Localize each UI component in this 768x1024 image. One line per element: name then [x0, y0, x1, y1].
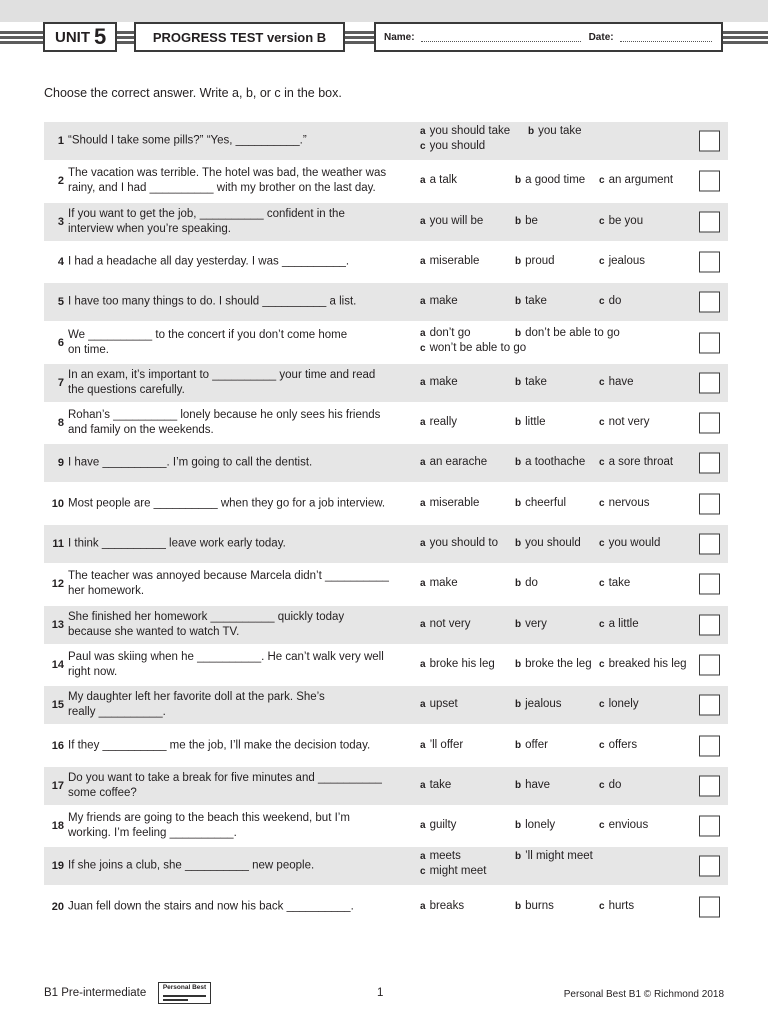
- option-text: upset: [429, 698, 458, 711]
- answer-box[interactable]: [699, 332, 720, 353]
- option-c: [599, 739, 637, 751]
- option-text: miserable: [429, 254, 480, 267]
- question-text: In an exam, it’s important to __________ your time and read the questions carefully.: [68, 368, 376, 396]
- option-b: [515, 456, 585, 468]
- question-text: My friends are going to the beach this weekend, but I’m working. I’m feeling __________.: [68, 812, 350, 840]
- option-letter: b: [515, 739, 522, 751]
- option-text: take: [608, 577, 631, 590]
- question-number: 17: [51, 779, 64, 792]
- option-letter: b: [515, 175, 522, 187]
- option-c: [599, 577, 630, 589]
- option-a: [420, 698, 458, 710]
- question-text: My daughter left her favorite doll at the park. She’s really __________.: [68, 691, 325, 719]
- option-a: [420, 255, 479, 267]
- question-row: [44, 525, 728, 563]
- option-letter: a: [420, 417, 426, 429]
- option-text: do: [608, 778, 622, 791]
- header-band: [0, 0, 768, 22]
- question-row: [44, 565, 728, 603]
- answer-box[interactable]: [699, 534, 720, 555]
- option-text: make: [429, 375, 458, 388]
- answer-box[interactable]: [699, 695, 720, 716]
- option-letter: c: [599, 739, 605, 751]
- question-text: If you want to get the job, __________ confident in the interview when you’re speaking.: [68, 207, 345, 235]
- option-text: meets: [429, 850, 461, 863]
- option-text: ’ll might meet: [525, 850, 593, 863]
- logo-text: Personal Best: [162, 984, 207, 991]
- answer-box[interactable]: [699, 614, 720, 635]
- question-row: [44, 364, 728, 402]
- question-number: 4: [57, 255, 64, 268]
- option-letter: b: [515, 457, 522, 469]
- question-number: 16: [51, 739, 64, 752]
- question-row: [44, 686, 728, 724]
- option-text: an argument: [608, 174, 674, 187]
- option-c: [599, 295, 621, 307]
- option-c: [420, 342, 526, 354]
- option-text: a sore throat: [608, 456, 674, 469]
- option-letter: c: [420, 866, 426, 878]
- answer-box[interactable]: [699, 735, 720, 756]
- option-letter: c: [599, 699, 605, 711]
- level-label: B1 Pre-intermediate: [44, 987, 147, 999]
- option-b: [515, 416, 546, 428]
- question-number: 8: [57, 417, 64, 430]
- option-b: [515, 819, 555, 831]
- option-letter: a: [420, 296, 426, 308]
- unit-label: UNIT: [55, 28, 90, 46]
- question-row: [44, 727, 728, 765]
- question-row: [44, 243, 728, 281]
- question-text: Most people are __________ when they go for a job interview.: [68, 497, 386, 510]
- option-letter: b: [515, 327, 522, 339]
- option-letter: c: [599, 820, 605, 832]
- option-letter: a: [420, 739, 426, 751]
- option-text: take: [429, 778, 452, 791]
- option-a: [420, 497, 479, 509]
- option-text: offers: [608, 738, 638, 751]
- option-letter: b: [515, 497, 522, 509]
- option-a: [420, 327, 471, 339]
- answer-box[interactable]: [699, 654, 720, 675]
- question-text: Juan fell down the stairs and now his back __________.: [68, 900, 354, 913]
- option-a: [420, 900, 464, 912]
- option-letter: a: [420, 658, 426, 670]
- option-b: [515, 779, 550, 791]
- question-number: 10: [51, 497, 64, 510]
- question-row: [44, 606, 728, 644]
- option-a: [420, 850, 461, 862]
- option-text: envious: [608, 819, 649, 832]
- question-text: Rohan’s __________ lonely because he only sees his friends and family on the weekends.: [68, 409, 381, 437]
- question-row: [44, 888, 728, 926]
- option-text: an earache: [429, 456, 488, 469]
- option-text: won’t be able to go: [429, 341, 527, 354]
- option-text: not very: [429, 617, 471, 630]
- question-text: I have too many things to do. I should __________ a list.: [68, 295, 357, 308]
- question-text: Paul was skiing when he __________. He can’t walk very well right now.: [68, 650, 384, 678]
- option-letter: b: [515, 851, 522, 863]
- option-b: [515, 618, 547, 630]
- option-letter: a: [420, 255, 426, 267]
- option-text: little: [525, 416, 546, 429]
- option-a: [420, 618, 470, 630]
- question-number: 6: [57, 336, 64, 349]
- option-letter: a: [420, 618, 426, 630]
- option-text: might meet: [429, 865, 487, 878]
- option-a: [420, 779, 451, 791]
- option-text: jealous: [525, 698, 562, 711]
- option-c: [420, 865, 486, 877]
- option-c: [599, 698, 639, 710]
- option-text: lonely: [608, 698, 639, 711]
- option-text: do: [525, 577, 538, 590]
- question-row: [44, 203, 728, 241]
- option-text: you will be: [429, 214, 484, 227]
- option-c: [599, 819, 648, 831]
- question-number: 14: [51, 658, 64, 671]
- option-text: a little: [608, 617, 639, 630]
- option-a: [420, 416, 457, 428]
- option-b: [515, 255, 555, 267]
- question-text: She finished her homework __________ quickly today because she wanted to watch TV.: [68, 610, 345, 638]
- question-number: 7: [57, 376, 64, 389]
- option-text: you take: [538, 125, 582, 137]
- answer-box[interactable]: [699, 856, 720, 877]
- option-letter: c: [599, 376, 605, 388]
- option-letter: b: [515, 417, 522, 429]
- question-text: Do you want to take a break for five minutes and __________ some coffee?: [68, 771, 382, 799]
- answer-box[interactable]: [699, 775, 720, 796]
- option-letter: b: [515, 296, 522, 308]
- option-text: broke the leg: [525, 657, 592, 670]
- option-letter: a: [420, 578, 426, 590]
- answer-box[interactable]: [699, 453, 720, 474]
- option-text: be: [525, 214, 538, 227]
- question-text: If she joins a club, she __________ new people.: [68, 859, 315, 872]
- question-text: I have __________. I’m going to call the dentist.: [68, 456, 313, 469]
- option-text: cheerful: [525, 496, 567, 509]
- question-row: [44, 324, 728, 362]
- option-letter: b: [515, 820, 522, 832]
- option-b: [515, 658, 592, 670]
- option-text: a talk: [429, 174, 458, 187]
- option-text: burns: [525, 899, 554, 912]
- option-c: [599, 416, 649, 428]
- option-text: do: [608, 295, 622, 308]
- option-letter: a: [420, 779, 426, 791]
- option-a: [420, 125, 510, 137]
- option-letter: b: [515, 618, 522, 630]
- option-letter: a: [420, 699, 426, 711]
- option-letter: a: [420, 215, 426, 227]
- answer-box[interactable]: [699, 211, 720, 232]
- option-letter: c: [420, 342, 426, 354]
- answer-box[interactable]: [699, 251, 720, 272]
- question-text: I think __________ leave work early today.: [68, 537, 286, 550]
- option-letter: c: [599, 578, 605, 590]
- question-text: The teacher was annoyed because Marcela didn’t __________ her homework.: [68, 570, 389, 598]
- option-text: make: [429, 577, 458, 590]
- test-title: PROGRESS TEST version B: [134, 22, 345, 52]
- option-text: miserable: [429, 496, 480, 509]
- option-text: very: [525, 617, 547, 630]
- option-a: [420, 456, 487, 468]
- question-number: 5: [57, 296, 64, 309]
- option-letter: c: [599, 417, 605, 429]
- answer-box[interactable]: [699, 413, 720, 434]
- question-row: [44, 283, 728, 321]
- option-text: jealous: [608, 254, 646, 267]
- option-text: you would: [608, 537, 661, 549]
- option-text: you should: [429, 140, 486, 152]
- option-text: proud: [525, 254, 555, 267]
- option-a: [420, 215, 483, 227]
- option-b: [515, 739, 548, 751]
- question-number: 11: [52, 538, 64, 550]
- option-letter: a: [420, 900, 426, 912]
- option-text: take: [525, 295, 547, 308]
- option-letter: a: [420, 175, 426, 187]
- option-letter: a: [420, 497, 426, 509]
- option-c: [599, 537, 660, 549]
- option-c: [599, 174, 673, 186]
- name-date-box: [374, 22, 723, 52]
- question-row: [44, 444, 728, 482]
- option-letter: c: [599, 215, 605, 227]
- option-letter: b: [515, 658, 522, 670]
- option-b: [528, 125, 582, 137]
- option-a: [420, 295, 458, 307]
- option-a: [420, 658, 495, 670]
- option-letter: a: [420, 820, 426, 832]
- option-c: [420, 140, 485, 152]
- date-label: Date:: [588, 31, 614, 43]
- option-text: have: [525, 778, 551, 791]
- question-row: [44, 485, 728, 523]
- option-b: [515, 537, 581, 549]
- unit-badge: [43, 22, 117, 52]
- question-text: The vacation was terrible. The hotel was bad, the weather was rainy, and I had __________ with my brother on the last day.: [68, 167, 387, 195]
- option-b: [515, 577, 538, 589]
- personal-best-logo: [158, 982, 211, 1004]
- question-number: 19: [51, 860, 64, 873]
- option-c: [599, 900, 634, 912]
- answer-box[interactable]: [699, 493, 720, 514]
- option-letter: c: [599, 538, 605, 549]
- option-letter: a: [420, 327, 426, 339]
- question-row: [44, 847, 728, 885]
- question-number: 20: [51, 900, 64, 913]
- option-b: [515, 900, 554, 912]
- date-field[interactable]: [620, 32, 712, 42]
- option-a: [420, 819, 456, 831]
- option-b: [515, 698, 562, 710]
- option-a: [420, 376, 458, 388]
- option-text: lonely: [525, 819, 556, 832]
- instruction-text: Choose the correct answer. Write a, b, or c in the box.: [44, 86, 342, 100]
- option-letter: c: [599, 658, 605, 670]
- option-letter: c: [420, 141, 426, 152]
- option-text: you should: [525, 537, 581, 549]
- option-text: you should take: [429, 125, 511, 137]
- option-text: a good time: [525, 174, 586, 187]
- option-b: [515, 497, 566, 509]
- option-letter: c: [599, 255, 605, 267]
- option-a: [420, 577, 458, 589]
- question-number: 1: [57, 135, 64, 147]
- option-a: [420, 174, 457, 186]
- option-c: [599, 456, 673, 468]
- option-letter: c: [599, 497, 605, 509]
- option-b: [515, 376, 547, 388]
- option-c: [599, 376, 634, 388]
- question-row: [44, 646, 728, 684]
- question-row: [44, 122, 728, 160]
- question-number: 3: [57, 215, 64, 228]
- option-b: [515, 215, 538, 227]
- option-text: broke his leg: [429, 657, 495, 670]
- option-a: [420, 537, 498, 549]
- option-letter: a: [420, 376, 426, 388]
- option-c: [599, 618, 639, 630]
- option-letter: b: [515, 215, 522, 227]
- option-text: ’ll offer: [429, 738, 464, 751]
- option-text: breaks: [429, 899, 465, 912]
- answer-box[interactable]: [699, 816, 720, 837]
- option-text: take: [525, 375, 547, 388]
- option-text: really: [429, 416, 458, 429]
- option-letter: b: [515, 538, 522, 549]
- option-text: nervous: [608, 496, 650, 509]
- name-label: Name:: [384, 31, 415, 43]
- option-letter: a: [420, 851, 426, 863]
- question-text: We __________ to the concert if you don’t come home on time.: [68, 328, 348, 356]
- question-row: [44, 162, 728, 200]
- option-letter: c: [599, 779, 605, 791]
- option-letter: b: [515, 900, 522, 912]
- question-text: “Should I take some pills?” “Yes, __________.”: [68, 134, 307, 147]
- option-letter: c: [599, 457, 605, 469]
- option-letter: c: [599, 618, 605, 630]
- option-text: not very: [608, 416, 650, 429]
- option-letter: c: [599, 900, 605, 912]
- option-letter: a: [420, 126, 426, 137]
- answer-box[interactable]: [699, 896, 720, 917]
- option-c: [599, 215, 643, 227]
- question-number: 2: [57, 175, 64, 188]
- option-letter: a: [420, 457, 426, 469]
- option-c: [599, 497, 649, 509]
- option-a: [420, 739, 463, 751]
- option-text: don’t go: [429, 326, 471, 339]
- option-b: [515, 850, 593, 862]
- option-c: [599, 779, 621, 791]
- question-row: [44, 807, 728, 845]
- option-text: hurts: [608, 899, 635, 912]
- answer-box[interactable]: [699, 574, 720, 595]
- option-letter: c: [599, 296, 605, 308]
- option-text: have: [608, 375, 634, 388]
- question-text: If they __________ me the job, I’ll make the decision today.: [68, 739, 371, 751]
- question-row: [44, 404, 728, 442]
- option-letter: c: [599, 175, 605, 187]
- answer-box[interactable]: [699, 292, 720, 313]
- question-number: 13: [51, 618, 64, 631]
- option-text: a toothache: [525, 456, 586, 469]
- question-number: 12: [51, 578, 64, 591]
- answer-box[interactable]: [699, 372, 720, 393]
- page-number: 1: [377, 987, 384, 999]
- option-b: [515, 327, 620, 339]
- option-text: breaked his leg: [608, 657, 687, 670]
- option-c: [599, 255, 645, 267]
- option-b: [515, 174, 585, 186]
- question-number: 9: [57, 457, 64, 470]
- copyright-text: Personal Best B1 © Richmond 2018: [563, 989, 724, 1000]
- option-letter: b: [515, 578, 522, 590]
- question-number: 18: [51, 820, 64, 833]
- option-text: make: [429, 295, 458, 308]
- option-letter: b: [515, 255, 522, 267]
- option-text: you should to: [429, 537, 498, 549]
- answer-box[interactable]: [699, 171, 720, 192]
- option-text: offer: [525, 738, 548, 751]
- option-text: guilty: [429, 819, 457, 832]
- option-letter: b: [528, 126, 535, 137]
- answer-box[interactable]: [699, 131, 720, 152]
- option-letter: a: [420, 538, 426, 549]
- question-number: 15: [51, 699, 64, 712]
- option-text: be you: [608, 214, 644, 227]
- question-row: [44, 767, 728, 805]
- option-letter: b: [515, 376, 522, 388]
- option-c: [599, 658, 687, 670]
- question-text: I had a headache all day yesterday. I was __________.: [68, 255, 350, 268]
- option-letter: b: [515, 699, 522, 711]
- option-b: [515, 295, 547, 307]
- option-text: don’t be able to go: [525, 326, 620, 339]
- unit-number: 5: [94, 24, 107, 49]
- name-field[interactable]: [421, 32, 581, 42]
- option-letter: b: [515, 779, 522, 791]
